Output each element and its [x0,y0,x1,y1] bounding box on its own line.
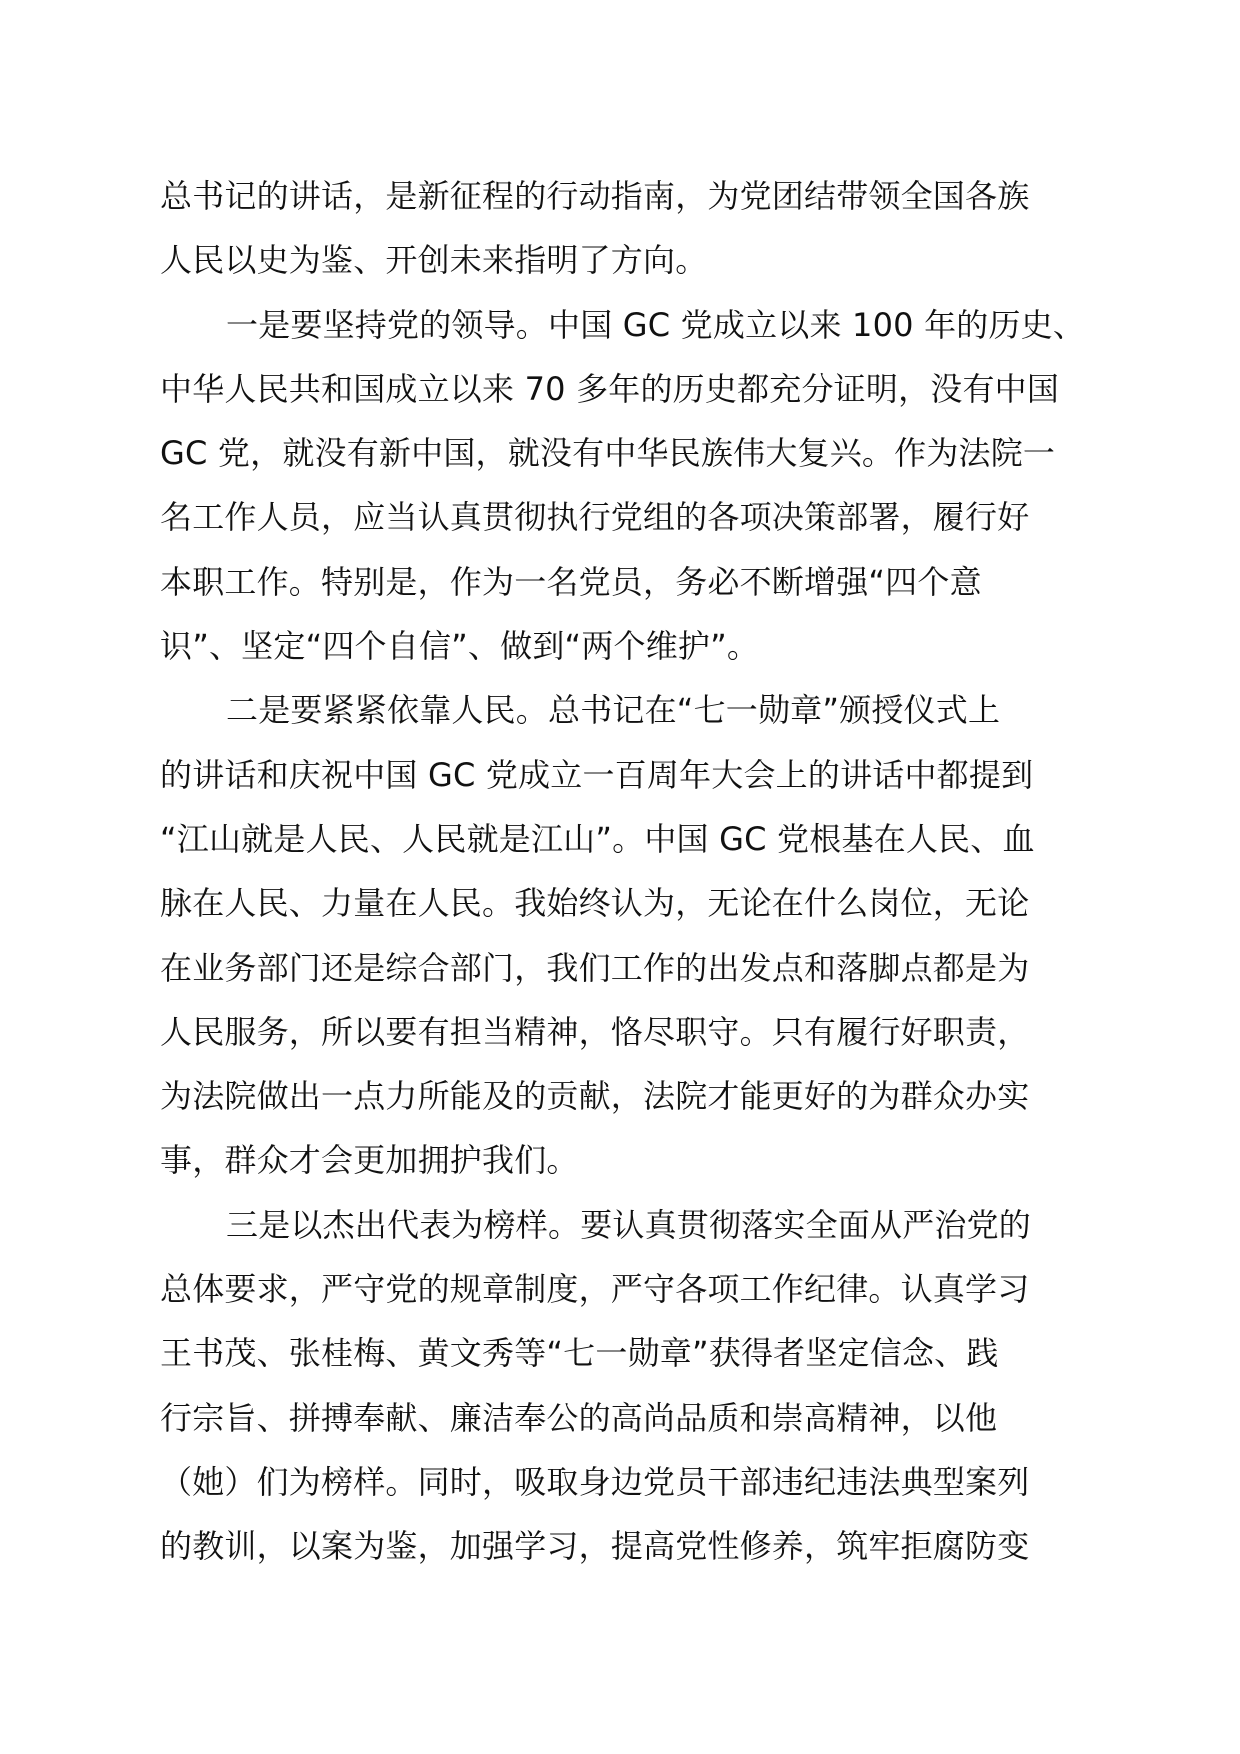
text-line: 中华人民共和国成立以来 70 多年的历史都充分证明，没有中国 [160,369,1060,408]
paragraph-start-line: 三是以杰出代表为榜样。要认真贯彻落实全面从严治党的 [226,1205,1032,1244]
text-line: 人民服务，所以要有担当精神，恪尽职守。只有履行好职责， [160,1012,1030,1051]
text-line: 为法院做出一点力所能及的贡献，法院才能更好的为群众办实 [160,1077,1030,1116]
text-line: “江山就是人民、人民就是江山”。中国 GC 党根基在人民、血 [160,819,1035,858]
paragraph-start-line: 一是要坚持党的领导。中国 GC 党成立以来 100 年的历史、 [226,305,1086,344]
text-line: 本职工作。特别是，作为一名党员，务必不断增强“四个意 [160,562,982,601]
text-line: 脉在人民、力量在人民。我始终认为，无论在什么岗位，无论 [160,884,1030,923]
text-line: 识”、坚定“四个自信”、做到“两个维护”。 [160,627,760,666]
text-line: 行宗旨、拼搏奉献、廉洁奉公的高尚品质和崇高精神，以他 [160,1398,998,1437]
text-line: GC 党，就没有新中国，就没有中华民族伟大复兴。作为法院一 [160,434,1056,473]
text-line: 的教训，以案为鉴，加强学习，提高党性修养，筑牢拒腐防变 [160,1527,1030,1566]
text-line: （她）们为榜样。同时，吸取身边党员干部违纪违法典型案列 [160,1462,1030,1501]
text-line: 王书茂、张桂梅、黄文秀等“七一勋章”获得者坚定信念、践 [160,1334,999,1373]
text-line: 的讲话和庆祝中国 GC 党成立一百周年大会上的讲话中都提到 [160,755,1034,794]
body-text [160,164,1100,1579]
text-line: 事，群众才会更加拥护我们。 [160,1141,579,1180]
text-line: 在业务部门还是综合部门，我们工作的出发点和落脚点都是为 [160,948,1030,987]
paragraph-start-line: 二是要紧紧依靠人民。总书记在“七一勋章”颁授仪式上 [226,691,1001,730]
text-line: 总体要求，严守党的规章制度，严守各项工作纪律。认真学习 [160,1270,1030,1309]
text-line: 总书记的讲话，是新征程的行动指南，为党团结带领全国各族 [160,177,1030,215]
text-line: 名工作人员，应当认真贯彻执行党组的各项决策部署，履行好 [160,498,1030,537]
text-line: 人民以史为鉴、开创未来指明了方向。 [160,241,708,280]
